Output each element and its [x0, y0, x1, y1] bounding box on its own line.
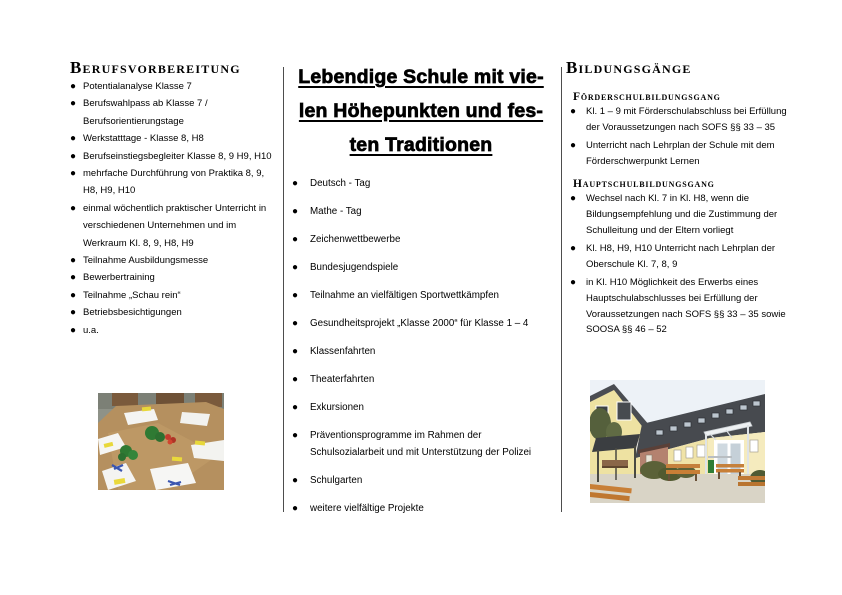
list-item: ● Unterricht nach Lehrplan der Schule mit dem Förderschwerpunkt Lernen	[566, 138, 792, 169]
center-title: Lebendige Schule mit vie- len Höhepunkten und fes- ten Traditionen	[298, 66, 544, 156]
column-divider-right	[561, 67, 562, 512]
bullet-icon: ●	[292, 262, 299, 274]
list-item: ● u.a.	[70, 322, 272, 339]
left-column-title: Berufsvorbereitung	[70, 58, 241, 77]
list-item: ● Berufswahlpass ab Klasse 7 / Berufsorientierungstage	[70, 95, 272, 130]
bullet-icon: ●	[70, 289, 77, 301]
list-item: ● Mathe - Tag	[292, 203, 550, 220]
bullet-icon: ●	[70, 98, 77, 110]
bullet-icon: ●	[292, 430, 299, 442]
hauptschulbildungsgang-heading: Hauptschulbildungsgang	[573, 178, 715, 191]
column-berufsvorbereitung	[70, 0, 272, 339]
list-item: ● Präventionsprogramme im Rahmen der Schulsozialarbeit und mit Unterstützung der Polizei	[292, 427, 550, 461]
bullet-icon: ●	[70, 168, 77, 180]
bullet-icon: ●	[292, 402, 299, 414]
list-item: ● in Kl. H10 Möglichkeit des Erwerbs eines Hauptschulabschlusses bei Erfüllung der Voraussetzungen nach SOFS §§ 33 – 35 sowie SOOSA §§ 46 – 52	[566, 275, 792, 337]
list-item: ● Schulgarten	[292, 472, 550, 489]
section-foerderschulbildungsgang	[566, 90, 792, 169]
list-item: ● Bundesjugendspiele	[292, 259, 550, 276]
column-bildungsgaenge	[566, 0, 792, 341]
right-column-title: Bildungsgänge	[566, 58, 692, 77]
list-item: ● Potentialanalyse Klasse 7	[70, 78, 272, 95]
list-item: ● Zeichenwettbewerbe	[292, 231, 550, 248]
foerderschulbildungsgang-heading: Förderschulbildungsgang	[573, 91, 721, 103]
column-lebendige-schule	[292, 0, 550, 528]
bullet-icon: ●	[292, 374, 299, 386]
bullet-icon: ●	[70, 150, 77, 162]
bullet-icon: ●	[70, 307, 77, 319]
list-item: ● Teilnahme Ausbildungsmesse	[70, 252, 272, 269]
bullet-icon: ●	[292, 318, 299, 330]
bullet-icon: ●	[292, 503, 299, 515]
list-item: ● einmal wöchentlich praktischer Unterricht in verschiedenen Unternehmen und im Werkraum Kl. 8, 9, H8, H9	[70, 200, 272, 252]
bullet-icon: ●	[70, 272, 77, 284]
bullet-icon: ●	[70, 81, 77, 92]
list-item: ● Exkursionen	[292, 399, 550, 416]
list-item: ● Kl. H8, H9, H10 Unterricht nach Lehrplan der Oberschule Kl. 7, 8, 9	[566, 241, 792, 272]
list-item: ● Theaterfahrten	[292, 371, 550, 388]
center-bullet-list	[292, 175, 550, 517]
craft-table-photo	[98, 393, 224, 490]
bullet-icon: ●	[70, 255, 77, 267]
list-item: ● Bewerbertraining	[70, 269, 272, 286]
section-hauptschulbildungsgang	[566, 177, 792, 337]
bullet-icon: ●	[292, 234, 299, 246]
list-item: ● Gesundheitsprojekt „Klasse 2000“ für Klasse 1 – 4	[292, 315, 550, 332]
list-item: ● Werkstatttage - Klasse 8, H8	[70, 130, 272, 147]
bullet-icon: ●	[570, 193, 577, 205]
bullet-icon: ●	[292, 475, 299, 487]
schoolyard-photo	[590, 380, 765, 503]
bullet-icon: ●	[570, 277, 577, 289]
bullet-icon: ●	[292, 206, 299, 218]
column-divider-left	[283, 67, 284, 512]
list-item: ● Betriebsbesichtigungen	[70, 304, 272, 321]
trash-bin	[708, 460, 714, 473]
list-item: ● Teilnahme „Schau rein“	[70, 287, 272, 304]
list-item: ● Teilnahme an vielfältigen Sportwettkämpfen	[292, 287, 550, 304]
left-bullet-list	[70, 78, 272, 339]
bullet-icon: ●	[570, 106, 577, 117]
list-item: ● Wechsel nach Kl. 7 in Kl. H8, wenn die Bildungsempfehlung und die Zustimmung der Schulleitung und der Eltern vorliegt	[566, 191, 792, 238]
bullet-icon: ●	[292, 346, 299, 358]
bullet-icon: ●	[292, 290, 299, 302]
swing-bench	[602, 460, 628, 466]
list-item: ● Kl. 1 – 9 mit Förderschulabschluss bei Erfüllung der Voraussetzungen nach SOFS §§ 33 – 35	[566, 104, 792, 135]
hauptschul-bullet-list	[566, 191, 792, 337]
foerderschul-bullet-list	[566, 104, 792, 169]
bullet-icon: ●	[70, 324, 77, 336]
list-item: ● weitere vielfältige Projekte	[292, 500, 550, 517]
railing	[708, 456, 732, 458]
chair	[156, 393, 184, 404]
list-item: ● Berufseinstiegsbegleiter Klasse 8, 9 H9, H10	[70, 148, 272, 165]
list-item: ● Deutsch - Tag	[292, 175, 550, 192]
bullet-icon: ●	[70, 202, 77, 214]
bullet-icon: ●	[570, 140, 577, 152]
list-item: ● mehrfache Durchführung von Praktika 8, 9, H8, H9, H10	[70, 165, 272, 200]
list-item: ● Klassenfahrten	[292, 343, 550, 360]
bullet-icon: ●	[70, 133, 77, 145]
bullet-icon: ●	[292, 178, 299, 190]
bullet-icon: ●	[570, 243, 577, 255]
chair	[112, 393, 138, 406]
